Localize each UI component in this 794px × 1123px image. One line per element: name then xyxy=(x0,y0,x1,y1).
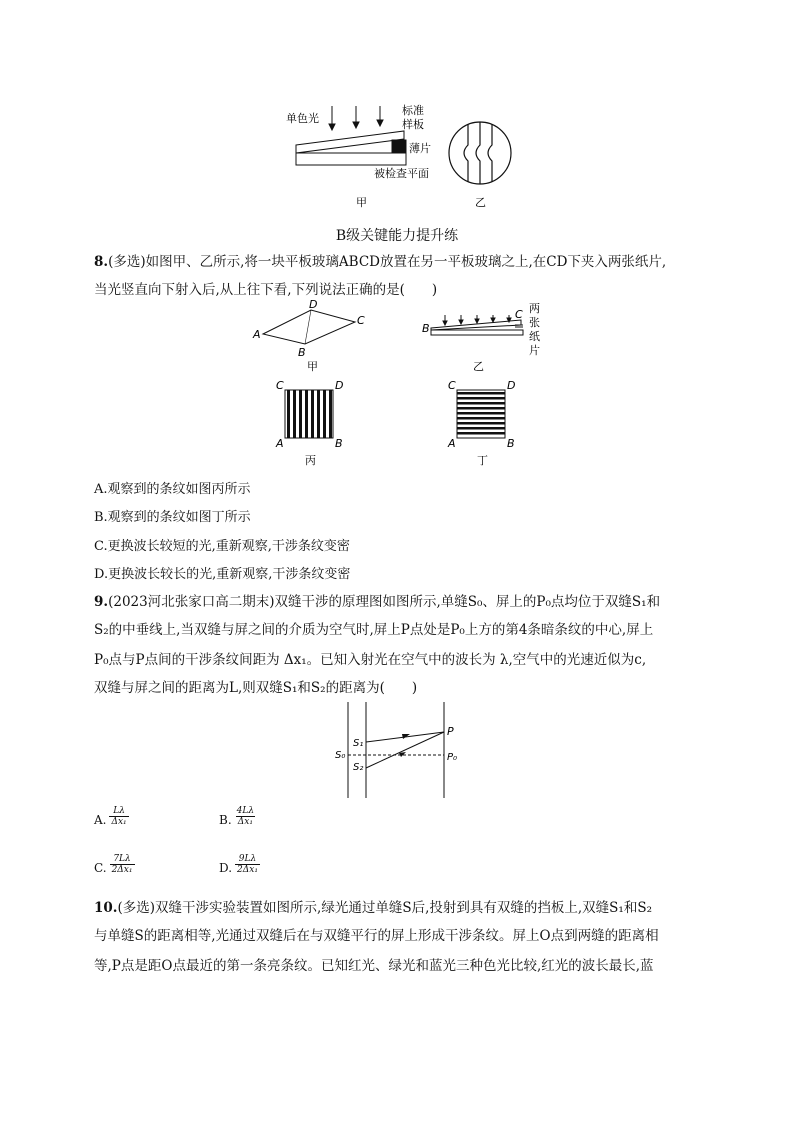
q9-option-a-den: Δx₁ xyxy=(111,817,127,827)
q8-text-1: (多选)如图甲、乙所示,将一块平板玻璃ABCD放置在另一平板玻璃之上,在CD下夹入两张纸片, xyxy=(108,254,667,270)
caption-jia: 甲 xyxy=(356,196,367,209)
q9-line3: P₀点与P点间的干涉条纹间距为 Δx₁。已知入射光在空气中的波长为 λ,空气中的光速近似为c, xyxy=(94,652,647,668)
q10-number: 10. xyxy=(94,900,118,916)
side-label-4: 片 xyxy=(529,344,540,357)
caption-yi-q8: 乙 xyxy=(473,360,484,373)
q8-option-b: B.观察到的条纹如图丁所示 xyxy=(94,510,251,525)
corner-b-bing: B xyxy=(335,437,343,450)
point-c-yi: C xyxy=(515,308,523,321)
q8-number: 8. xyxy=(94,254,109,270)
q9-option-b-letter: B. xyxy=(219,813,232,827)
point-d-jia: D xyxy=(309,298,318,311)
q8-option-d: D.更换波长较长的光,重新观察,干涉条纹变密 xyxy=(94,567,351,582)
corner-d-ding: D xyxy=(507,379,516,392)
q9-option-c xyxy=(94,854,135,875)
q10-line1 xyxy=(94,898,652,918)
q8-figure xyxy=(245,298,545,474)
caption-bing: 丙 xyxy=(305,454,316,467)
label-s0: S₀ xyxy=(335,750,346,761)
label-p0: P₀ xyxy=(447,752,458,763)
q9-text-1: (2023河北张家口高二期末)双缝干涉的原理图如图所示,单缝S₀、屏上的P₀点均位于双缝S₁和 xyxy=(108,594,661,610)
q8-line1 xyxy=(94,252,666,272)
point-a-jia: A xyxy=(253,328,261,341)
caption-jia-q8: 甲 xyxy=(307,360,318,373)
stripes-bing xyxy=(285,390,333,438)
corner-c-ding: C xyxy=(448,379,456,392)
q10-line3: 等,P点是距O点最近的第一条亮条纹。已知红光、绿光和蓝光三种色光比较,红光的波长最长,蓝 xyxy=(94,958,654,974)
point-b-jia: B xyxy=(298,346,306,359)
corner-c-bing: C xyxy=(276,379,284,392)
q9-number: 9. xyxy=(94,594,109,610)
label-surface: 被检查平面 xyxy=(374,167,429,180)
label-s2: S₂ xyxy=(353,762,364,773)
standard-plate xyxy=(296,131,404,153)
label-p: P xyxy=(447,725,454,738)
q9-line2: S₂的中垂线上,当双缝与屏之间的介质为空气时,屏上P点处是P₀上方的第4条暗条纹的中心,屏上 xyxy=(94,622,654,638)
corner-a-bing: A xyxy=(276,437,284,450)
side-label-3: 纸 xyxy=(529,330,540,343)
fringe-circle xyxy=(449,122,511,184)
q10-text-1: (多选)双缝干涉实验装置如图所示,绿光通过单缝S后,投射到具有双缝的挡板上,双缝S₁和S₂ xyxy=(117,900,652,916)
q9-option-b-num: 4Lλ xyxy=(236,806,255,816)
inspected-plane xyxy=(296,153,406,165)
q8-option-c: C.更换波长较短的光,重新观察,干涉条纹变密 xyxy=(94,539,350,554)
label-s1: S₁ xyxy=(353,738,364,749)
plate-abcd xyxy=(263,310,355,344)
label-thin-sheet: 薄片 xyxy=(409,142,431,155)
side-label-2: 张 xyxy=(529,316,540,329)
q9-option-d-num: 9Lλ xyxy=(238,854,257,864)
corner-d-bing: D xyxy=(335,379,344,392)
side-label-1: 两 xyxy=(529,302,540,315)
q8-option-a: A.观察到的条纹如图丙所示 xyxy=(94,482,251,497)
q9-option-b xyxy=(219,806,256,827)
q9-option-a xyxy=(94,806,129,827)
thin-sheet xyxy=(392,140,406,153)
section-title: B级关键能力提升练 xyxy=(335,228,459,244)
q9-option-b-den: Δx₁ xyxy=(237,817,253,827)
label-light: 单色光 xyxy=(286,112,319,125)
q9-line4: 双缝与屏之间的距离为L,则双缝S₁和S₂的距离为( ) xyxy=(94,680,418,696)
caption-yi: 乙 xyxy=(475,196,486,209)
q9-double-slit-figure xyxy=(330,698,470,802)
q9-option-c-letter: C. xyxy=(94,861,107,875)
stripes-ding xyxy=(457,390,505,438)
lower-glass-yi xyxy=(431,330,523,335)
q9-line1 xyxy=(94,592,660,612)
incident-light-arrows xyxy=(329,106,383,130)
q9-option-d-den: 2Δx₁ xyxy=(237,865,258,875)
q8-line2: 当光竖直向下射入后,从上往下看,下列说法正确的是( ) xyxy=(94,282,438,298)
figure-jia-yi xyxy=(270,100,530,215)
q9-option-a-letter: A. xyxy=(94,813,107,827)
point-b-yi: B xyxy=(422,322,430,335)
label-standard-2: 样板 xyxy=(402,118,424,131)
q9-option-d xyxy=(219,854,260,875)
corner-a-ding: A xyxy=(448,437,456,450)
point-c-jia: C xyxy=(357,314,365,327)
q9-option-d-letter: D. xyxy=(219,861,233,875)
label-standard-1: 标准 xyxy=(402,104,424,117)
q10-line2: 与单缝S的距离相等,光通过双缝后在与双缝平行的屏上形成干涉条纹。屏上O点到两缝的距离相 xyxy=(94,928,659,944)
corner-b-ding: B xyxy=(507,437,515,450)
caption-ding: 丁 xyxy=(477,454,488,467)
q9-option-c-num: 7Lλ xyxy=(113,854,131,864)
q9-option-c-den: 2Δx₁ xyxy=(111,865,133,875)
q9-option-a-num: Lλ xyxy=(113,806,125,816)
